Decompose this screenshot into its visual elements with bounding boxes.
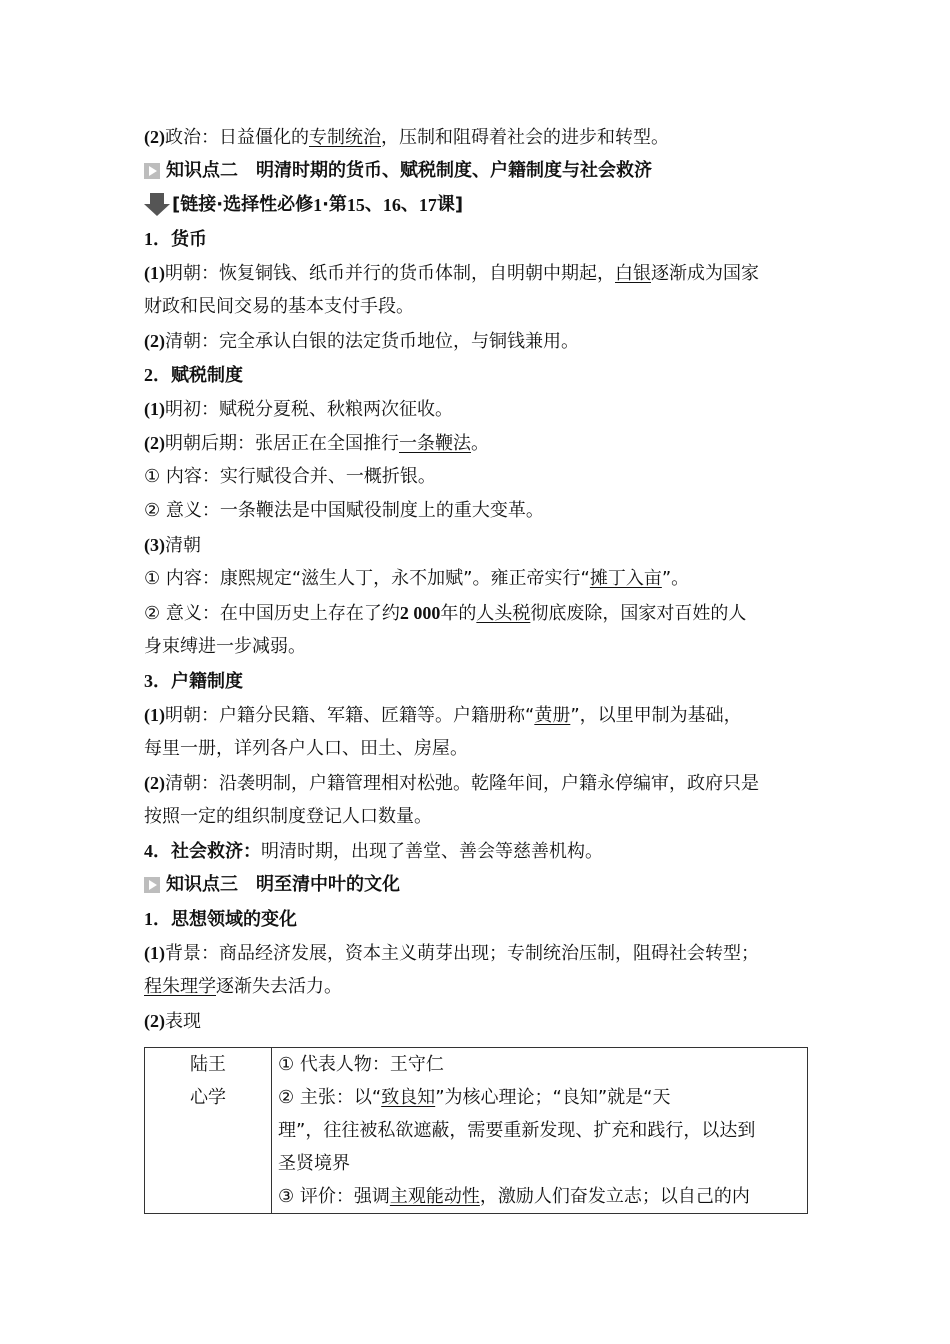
qing-registration-line: (2)清朝：沿袭明制，户籍管理相对松弛。乾隆年间，户籍永停编审，政府只是 [144,773,759,794]
ming-registration-line: (1)明朝：户籍分民籍、军籍、匠籍等。户籍册称“黄册”，以里甲制为基础， [144,705,742,726]
table-label-cell: 陆王 心学 [145,1048,272,1214]
background-line-cont: 程朱理学逐渐失去活力。 [144,976,342,997]
background-line: (1)背景：商品经济发展，资本主义萌芽出现；专制统治压制，阻碍社会转型； [144,943,759,964]
tax-significance-line: ② 意义：一条鞭法是中国赋役制度上的重大变革。 [144,500,544,521]
table-content-cell: ① 代表人物：王守仁 ② 主张：以“致良知”为核心理论；“良知”就是“天 理”，往往被私欲遮蔽，需要重新发现、扩充和践行，以达到 圣贤境界 ③ 评价：强调主观能动性，激励人们奋发立志；以自己的内 [272,1048,808,1214]
currency-heading: 1．货币 [144,229,207,250]
link-reference: [ 链接·选择性必修 1 ·第 15 、 16 、 17 课] [144,188,808,222]
down-arrow-icon [144,193,170,217]
qing-tax-significance-line: ② 意义：在中国历史上存在了约2 000年的人头税彻底废除，国家对百姓的人 [144,603,747,624]
ming-currency-line-cont: 财政和民间交易的基本支付手段。 [144,296,414,317]
knowledge-point-2-heading: 知识点二 明清时期的货币、赋税制度、户籍制度与社会救济 [144,154,808,188]
late-ming-tax-line: (2)明朝后期：张居正在全国推行一条鞭法。 [144,433,489,454]
thought-change-heading: 1．思想领域的变化 [144,909,297,930]
household-registration-heading: 3．户籍制度 [144,671,243,692]
ming-currency-line: (1)明朝：恢复铜钱、纸币并行的货币体制，自明朝中期起，白银逐渐成为国家 [144,263,759,284]
politics-line: (2)政治：日益僵化的专制统治，压制和阻碍着社会的进步和转型。 [144,127,669,148]
play-triangle-icon [144,163,160,179]
table-row [145,1048,808,1214]
qing-tax-line: (3)清朝 [144,535,201,556]
tax-system-heading: 2．赋税制度 [144,365,243,386]
qing-currency-line: (2)清朝：完全承认白银的法定货币地位，与铜钱兼用。 [144,331,579,352]
tax-content-line: ① 内容：实行赋役合并、一概折银。 [144,466,436,487]
qing-tax-significance-line-cont: 身束缚进一步减弱。 [144,636,306,657]
knowledge-point-3-heading: 知识点三 明至清中叶的文化 [144,868,808,902]
philosophy-table [144,1047,808,1214]
play-triangle-icon [144,877,160,893]
manifestation-line: (2)表现 [144,1011,201,1032]
document-content [144,120,808,1038]
qing-tax-content-line: ① 内容：康熙规定“滋生人丁，永不加赋”。雍正帝实行“摊丁入亩”。 [144,568,690,589]
qing-registration-line-cont: 按照一定的组织制度登记人口数量。 [144,806,432,827]
social-relief-line: 4．社会救济：明清时期，出现了善堂、善会等慈善机构。 [144,841,603,862]
early-ming-tax-line: (1)明初：赋税分夏税、秋粮两次征收。 [144,399,453,420]
ming-registration-line-cont: 每里一册，详列各户人口、田土、房屋。 [144,738,468,759]
